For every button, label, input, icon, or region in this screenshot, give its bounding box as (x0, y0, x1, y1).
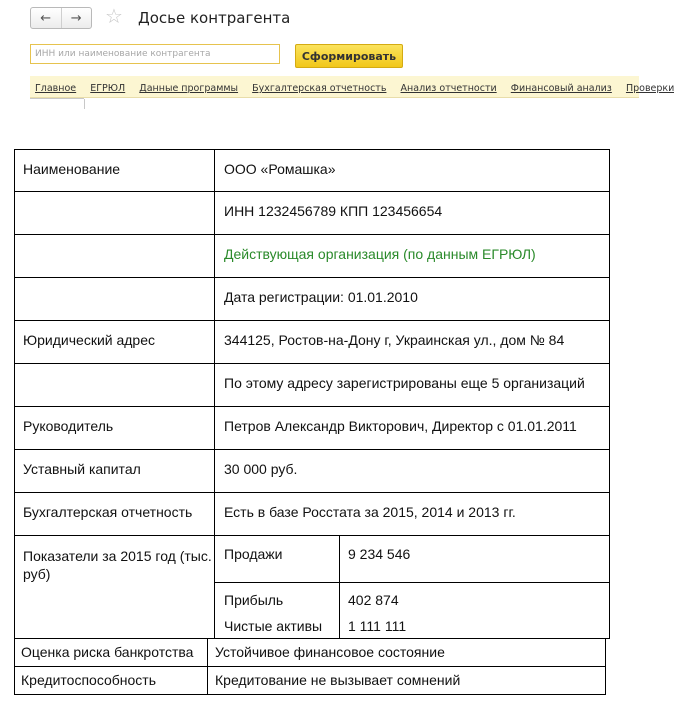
authorized-capital: 30 000 руб. (224, 461, 298, 477)
row-label (15, 364, 215, 406)
registration-date: Дата регистрации: 01.01.2010 (224, 289, 418, 305)
row-label: Руководитель (15, 407, 215, 449)
address-note: По этому адресу зарегистрированы еще 5 организаций (224, 375, 585, 391)
table-row (14, 278, 610, 321)
tabs-bar (30, 76, 674, 98)
credit-value: Кредитование не вызывает сомнений (215, 672, 461, 688)
favorite-star-icon[interactable]: ☆ (105, 4, 123, 28)
indicator-name: Прибыль (215, 583, 340, 610)
indicators-block (14, 536, 610, 639)
tab-main[interactable]: Главное (35, 83, 77, 94)
table-row (14, 667, 606, 695)
arrow-left-icon: ← (40, 10, 52, 26)
company-name: ООО «Ромашка» (224, 161, 336, 177)
table-row (14, 192, 610, 235)
search-input[interactable] (30, 44, 280, 64)
tab-financial-analysis[interactable]: Финансовый анализ (510, 83, 612, 94)
indicator-name: Чистые активы (215, 611, 340, 638)
indicators-grid (215, 536, 610, 638)
table-row (14, 321, 610, 364)
page-title: Досье контрагента (138, 9, 291, 27)
indicator-row (215, 611, 610, 638)
bankruptcy-value: Устойчивое финансовое состояние (215, 644, 445, 660)
tab-inspections[interactable]: Проверки (625, 83, 674, 94)
dossier-table (14, 149, 610, 695)
row-label: Уставный капитал (15, 450, 215, 492)
back-button[interactable] (31, 8, 61, 28)
table-row (14, 149, 610, 192)
table-row (14, 407, 610, 450)
indicator-value: 9 234 546 (340, 536, 610, 582)
row-label (15, 278, 215, 320)
credit-label: Кредитоспособность (15, 667, 208, 694)
table-row (14, 450, 610, 493)
tab-program-data[interactable]: Данные программы (139, 83, 239, 94)
generate-button[interactable]: Сформировать (295, 44, 403, 68)
row-label: Юридический адрес (15, 321, 215, 363)
table-row (14, 235, 610, 278)
arrow-right-icon: → (70, 10, 82, 26)
row-label: Наименование (15, 150, 215, 191)
divider (84, 99, 85, 109)
row-label: Бухгалтерская отчетность (15, 493, 215, 535)
indicator-value: 402 874 (340, 583, 610, 610)
accounting-reports: Есть в базе Росстата за 2015, 2014 и 2013 гг. (224, 504, 516, 520)
bankruptcy-label: Оценка риска банкротства (15, 639, 208, 666)
row-label (15, 192, 215, 234)
table-row (14, 639, 606, 667)
status-text: Действующая организация (по данным ЕГРЮЛ) (224, 246, 536, 262)
divider (30, 98, 84, 99)
director: Петров Александр Викторович, Директор с 01.01.2011 (224, 418, 577, 434)
inn-kpp: ИНН 1232456789 КПП 123456654 (224, 203, 443, 219)
indicator-row (215, 583, 610, 610)
table-row (14, 364, 610, 407)
legal-address: 344125, Ростов-на-Дону г, Украинская ул., дом № 84 (224, 332, 565, 348)
table-row (14, 493, 610, 536)
tab-report-analysis[interactable]: Анализ отчетности (400, 83, 497, 94)
indicator-value: 1 111 111 (340, 611, 610, 638)
indicator-name: Продажи (215, 536, 340, 582)
tab-egrul[interactable]: ЕГРЮЛ (90, 83, 126, 94)
forward-button[interactable] (61, 8, 92, 28)
indicators-label: Показатели за 2015 год (тыс. руб) (15, 536, 215, 638)
indicator-row (215, 536, 610, 583)
tab-accounting-reports[interactable]: Бухгалтерская отчетность (252, 83, 387, 94)
navigation-buttons (30, 7, 92, 29)
row-label (15, 235, 215, 277)
